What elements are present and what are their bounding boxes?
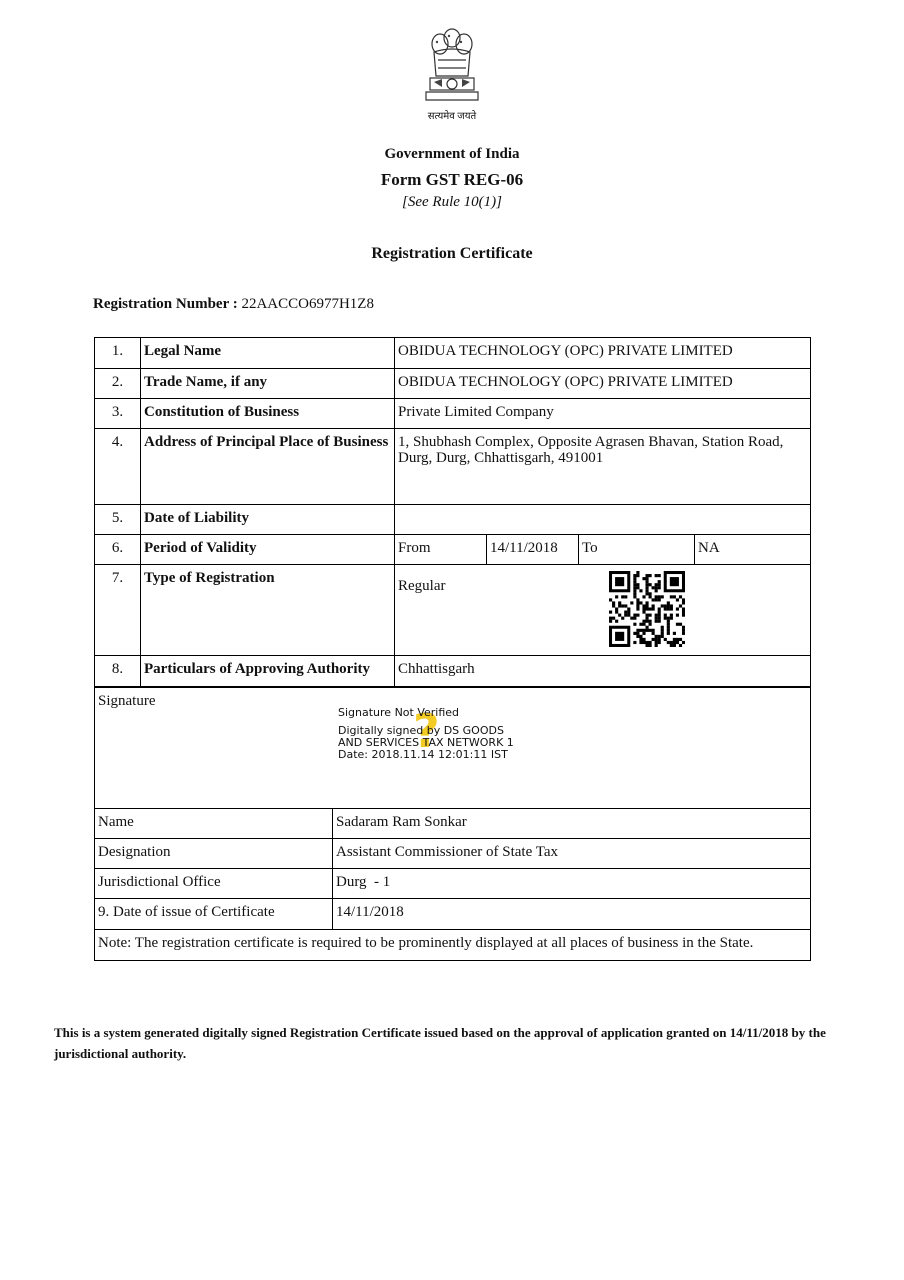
row-number: 8.	[95, 656, 141, 687]
details-table	[94, 337, 811, 687]
validity-to-label: To	[579, 535, 695, 565]
jurisdictional-office-value: Durg - 1	[333, 869, 811, 899]
rule-reference: [See Rule 10(1)]	[402, 194, 502, 210]
row-number: 5.	[95, 505, 141, 535]
address-value: 1, Shubhash Complex, Opposite Agrasen Bhavan, Station Road, Durg, Durg, Chhattisgarh, 491001	[395, 429, 811, 505]
table-row	[95, 809, 811, 839]
row-label: Legal Name	[141, 338, 395, 369]
trade-name-value: OBIDUA TECHNOLOGY (OPC) PRIVATE LIMITED	[395, 369, 811, 399]
registration-number-value: 22AACCO6977H1Z8	[241, 296, 374, 312]
validity-to-value: NA	[695, 535, 811, 565]
row-number: 6.	[95, 535, 141, 565]
certificate-title: Registration Certificate	[371, 245, 533, 262]
legal-name-value: OBIDUA TECHNOLOGY (OPC) PRIVATE LIMITED	[395, 338, 811, 369]
row-label: Type of Registration	[141, 565, 395, 656]
registration-number	[93, 296, 374, 313]
signature-date: Date: 2018.11.14 12:01:11 IST	[338, 748, 508, 761]
table-row	[95, 338, 811, 369]
table-row	[95, 429, 811, 505]
approving-authority-value: Chhattisgarh	[395, 656, 811, 687]
authority-label: Jurisdictional Office	[95, 869, 333, 899]
row-label: Constitution of Business	[141, 399, 395, 429]
form-title: Form GST REG-06	[380, 170, 524, 189]
registration-type-cell	[395, 565, 811, 656]
signature-row	[95, 688, 811, 809]
row-number: 3.	[95, 399, 141, 429]
issue-date-value: 14/11/2018	[333, 899, 811, 930]
validity-from-label: From	[395, 535, 487, 565]
table-row	[95, 656, 811, 687]
row-number: 7.	[95, 565, 141, 656]
signature-cell	[95, 688, 811, 809]
liability-date-value	[395, 505, 811, 535]
table-row	[95, 930, 811, 961]
registration-number-label: Registration Number :	[93, 296, 238, 312]
table-row	[95, 565, 811, 656]
authority-table	[94, 687, 811, 961]
constitution-value: Private Limited Company	[395, 399, 811, 429]
signature-label: Signature	[98, 693, 156, 709]
digital-signature-block	[338, 704, 514, 761]
signature-status-icon: ?	[413, 704, 440, 758]
table-row	[95, 505, 811, 535]
row-label: Particulars of Approving Authority	[141, 656, 395, 687]
table-row	[95, 869, 811, 899]
row-label: Period of Validity	[141, 535, 395, 565]
display-note: Note: The registration certificate is required to be prominently displayed at all places of business in the State.	[95, 930, 811, 961]
row-number: 2.	[95, 369, 141, 399]
signature-signer-line-1: Digitally signed by DS GOODS	[338, 724, 504, 737]
table-row	[95, 399, 811, 429]
authority-label: Designation	[95, 839, 333, 869]
row-label: Address of Principal Place of Business	[141, 429, 395, 505]
signature-status: Signature Not Verified	[338, 706, 460, 719]
authority-name-value: Sadaram Ram Sonkar	[333, 809, 811, 839]
national-emblem-icon	[416, 24, 488, 106]
row-label: Trade Name, if any	[141, 369, 395, 399]
table-row	[95, 899, 811, 930]
designation-value: Assistant Commissioner of State Tax	[333, 839, 811, 869]
qr-code-icon	[609, 571, 685, 647]
validity-from-value: 14/11/2018	[487, 535, 579, 565]
authority-label: Name	[95, 809, 333, 839]
footer-statement: This is a system generated digitally signed Registration Certificate issued based on the approval of application granted on 14/11/2018 by the jurisdictional authority.	[54, 1025, 826, 1061]
table-row	[95, 839, 811, 869]
row-label: Date of Liability	[141, 505, 395, 535]
emblem-motto: सत्यमेव जयते	[427, 111, 477, 122]
authority-label: 9. Date of issue of Certificate	[95, 899, 333, 930]
row-number: 4.	[95, 429, 141, 505]
government-heading: Government of India	[384, 146, 520, 162]
row-number: 1.	[95, 338, 141, 369]
table-row	[95, 369, 811, 399]
table-row	[95, 535, 811, 565]
registration-type-value: Regular	[398, 578, 446, 594]
signature-signer-line-2: AND SERVICES TAX NETWORK 1	[338, 736, 514, 749]
